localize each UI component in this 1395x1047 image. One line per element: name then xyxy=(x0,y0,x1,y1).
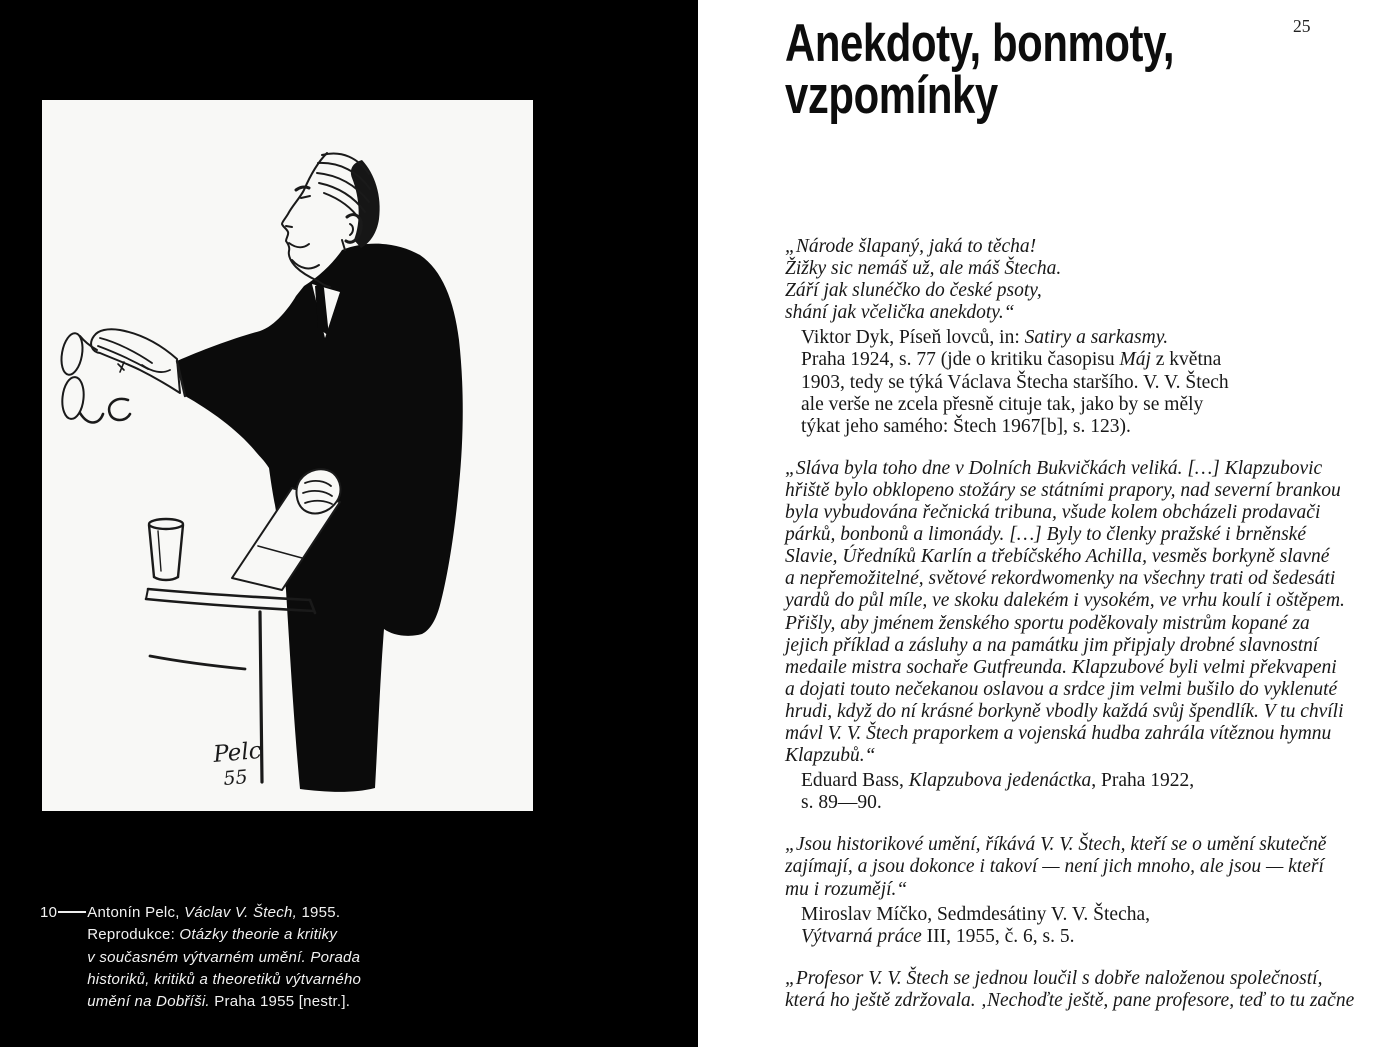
text-line xyxy=(785,657,1354,679)
attribution-block xyxy=(785,904,1354,948)
text-line xyxy=(785,458,1354,480)
table-shading-line xyxy=(150,656,245,669)
italic-text-run: shání jak včelička anekdoty.“ xyxy=(785,302,1015,324)
italic-text-run: hrudi, když do ní krásné borkyně vbodly každá svůj špendlík. V tu chvíli xyxy=(785,700,1344,722)
page-title xyxy=(785,14,1175,125)
text-line xyxy=(801,792,1354,814)
italic-text-run: Slavie, Úředníků Karlín a třebíčského Achilla, vesměs borkyně slavné xyxy=(785,546,1330,568)
table-top-edge xyxy=(148,589,310,600)
italic-text-run: hřiště bylo obklopeno stožáry se státními prapory, nad severní brankou xyxy=(785,479,1341,501)
italic-text-run: Otázky theorie a kritiky xyxy=(179,926,338,944)
italic-text-run: zajímají, a jsou dokonce i takoví — není jich mnoho, ale jsou — kteří xyxy=(785,856,1324,878)
roman-text-run: Miroslav Míčko, Sedmdesátiny V. V. Štecha, xyxy=(801,903,1151,925)
artist-signature: Pelc xyxy=(212,737,263,768)
artwork-frame xyxy=(42,100,533,811)
text-line xyxy=(801,904,1354,926)
italic-text-run: která ho ještě zdržovala. ‚Nechoďte ještě, pane profesore, teď to tu začne xyxy=(785,989,1355,1011)
text-line xyxy=(785,258,1354,280)
text-line xyxy=(785,723,1354,745)
attribution-block xyxy=(785,327,1354,437)
italic-text-run: „Jsou historikové umění, říkává V. V. Štech, kteří se o umění skutečně xyxy=(785,834,1327,856)
italic-text-run: Výtvarná práce xyxy=(801,925,922,947)
text-line xyxy=(785,302,1354,324)
italic-text-run: umění na Dobříši. xyxy=(87,993,210,1011)
page-title-line-1: Anekdoty, bonmoty, xyxy=(785,14,1175,73)
text-line xyxy=(801,372,1354,394)
page-number: 25 xyxy=(1293,16,1311,36)
italic-text-run: Satiry a sarkasmy. xyxy=(1024,327,1169,349)
text-line xyxy=(785,745,1354,767)
quote-block xyxy=(785,968,1354,1012)
italic-text-run: Václav V. Štech, xyxy=(184,904,298,921)
roman-text-run: 1955. xyxy=(297,904,341,921)
roman-text-run: , Praha 1922, xyxy=(1091,770,1195,792)
figure-number: 10 xyxy=(40,904,58,921)
roman-text-run: Praha 1924, s. 77 (jde o kritiku časopisu xyxy=(801,349,1120,371)
nostril xyxy=(286,226,292,227)
roman-text-run: týkat jeho samého: Štech 1967[b], s. 123). xyxy=(801,415,1131,437)
face-profile xyxy=(282,153,327,281)
text-line xyxy=(785,502,1354,524)
roman-text-run: z května xyxy=(1150,349,1222,371)
eye-line xyxy=(301,196,310,198)
text-line xyxy=(785,990,1354,1012)
page-title-line-2: vzpomínky xyxy=(785,66,998,125)
text-column xyxy=(785,236,1354,1012)
brow-line xyxy=(296,187,309,190)
italic-text-run: v současném výtvarném umění. Porada xyxy=(87,948,361,966)
text-line xyxy=(785,590,1354,612)
text-line xyxy=(785,879,1354,901)
italic-text-run: Máj xyxy=(1119,349,1151,371)
text-line xyxy=(785,635,1354,657)
text-line xyxy=(801,926,1354,948)
italic-text-run: mávl V. V. Štech praporkem a vojenská hudba zahrála vítěznou hymnu xyxy=(785,722,1332,744)
text-line xyxy=(785,968,1354,990)
italic-text-run: párků, bonbonů a limonády. […] Byly to členky pražské i brněnské xyxy=(785,524,1306,546)
italic-text-run: Přišly, aby jménem ženského sportu poděkovaly mistrům kopané za xyxy=(785,612,1310,634)
quote-block xyxy=(785,834,1354,900)
caption-dash xyxy=(58,911,86,913)
eyeglasses-lens-top xyxy=(59,332,86,377)
ear-inner xyxy=(350,224,353,235)
glass-base xyxy=(154,577,178,580)
quote-block xyxy=(785,458,1354,767)
text-line xyxy=(785,701,1354,723)
italic-text-run: Klapzubů.“ xyxy=(785,745,876,767)
eyeglasses-lens-bottom xyxy=(60,376,85,420)
text-line xyxy=(785,856,1354,878)
knuckle-mark xyxy=(118,362,124,372)
artist-signature-year: 55 xyxy=(222,765,249,790)
text-line xyxy=(785,480,1354,502)
glass-left-side xyxy=(149,525,154,577)
italic-text-run: Září jak slunéčko do české psoty, xyxy=(785,280,1042,302)
glass-inner-line xyxy=(158,531,161,571)
text-line xyxy=(801,394,1354,416)
text-line xyxy=(801,770,1354,792)
italic-text-run: medaile mistra sochaře Gutfreunda. Klapzubové byli velmi překvapeni xyxy=(785,656,1337,678)
italic-text-run: a nepřemožitelné, světové rekordwomenky na všechny trati od šedesáti xyxy=(785,568,1336,590)
text-line xyxy=(801,416,1354,438)
italic-text-run: Klapzubova jedenáctka xyxy=(908,770,1092,792)
roman-text-run: III, 1955, č. 6, s. 5. xyxy=(921,925,1075,947)
roman-text-run: Praha 1955 [nestr.]. xyxy=(209,993,351,1011)
italic-text-run: Žižky sic nemáš už, ale máš Štecha. xyxy=(785,258,1062,280)
text-line xyxy=(87,969,361,991)
italic-text-run: „Sláva byla toho dne v Dolních Bukvičkách veliká. […] Klapzubovic xyxy=(785,457,1323,479)
text-line xyxy=(785,524,1354,546)
roman-text-run: Viktor Dyk, Píseň lovců, in: xyxy=(801,327,1025,349)
roman-text-run: s. 89—90. xyxy=(801,792,882,814)
roman-text-run: Antonín Pelc, xyxy=(87,904,185,921)
attribution-block xyxy=(785,770,1354,814)
right-page xyxy=(698,0,1395,1047)
italic-text-run: „Národe šlapaný, jaká to těcha! xyxy=(785,236,1037,257)
text-line xyxy=(785,613,1354,635)
italic-text-run: yardů do půl míle, ve skoku dalekém i vysokém, ve vrhu koulí i oštěpem. xyxy=(785,590,1345,612)
roman-text-run: ale verše ne zcela přesně cituje tak, jako by se měly xyxy=(801,393,1204,415)
text-line xyxy=(785,280,1354,302)
italic-text-run: byla vybudována řečnická tribuna, všude kolem obcházeli prodavači xyxy=(785,502,1321,524)
figure-caption xyxy=(40,902,361,1013)
italic-text-run: historiků, kritiků a theoretiků výtvarného xyxy=(87,970,362,988)
text-line xyxy=(801,349,1354,371)
text-line xyxy=(785,568,1354,590)
roman-text-run: Eduard Bass, xyxy=(801,770,909,792)
eyeglasses-temple-hook xyxy=(80,413,103,423)
italic-text-run: a dojati touto nečekanou oslavou a srdce jim velmi bušilo do vyklenuté xyxy=(785,678,1338,700)
text-line xyxy=(785,679,1354,701)
cheek-fold xyxy=(289,243,309,247)
cuff-curl xyxy=(109,399,130,420)
glass-right-side xyxy=(178,525,183,577)
artwork-illustration xyxy=(42,100,533,811)
italic-text-run: mu i rozumějí.“ xyxy=(785,878,908,900)
sideburn xyxy=(342,240,345,250)
text-line xyxy=(87,924,361,946)
italic-text-run: jejich příklad a zásluhy a na památku jim připjaly drobné slavnostní xyxy=(785,634,1319,656)
text-line xyxy=(87,902,361,924)
italic-text-run: „Profesor V. V. Štech se jednou loučil s dobře naloženou společností, xyxy=(785,967,1323,989)
text-line xyxy=(785,834,1354,856)
caption-lines xyxy=(87,902,361,1013)
text-line xyxy=(785,546,1354,568)
text-line xyxy=(87,947,361,969)
roman-text-run: Reprodukce: xyxy=(87,926,180,944)
text-line xyxy=(801,327,1354,349)
quote-block xyxy=(785,236,1354,324)
text-line xyxy=(785,236,1354,258)
glass-rim xyxy=(149,519,183,529)
text-line xyxy=(87,991,361,1013)
roman-text-run: 1903, tedy se týká Václava Štecha staršího. V. V. Štech xyxy=(801,371,1229,393)
table-left-cap xyxy=(146,589,148,599)
